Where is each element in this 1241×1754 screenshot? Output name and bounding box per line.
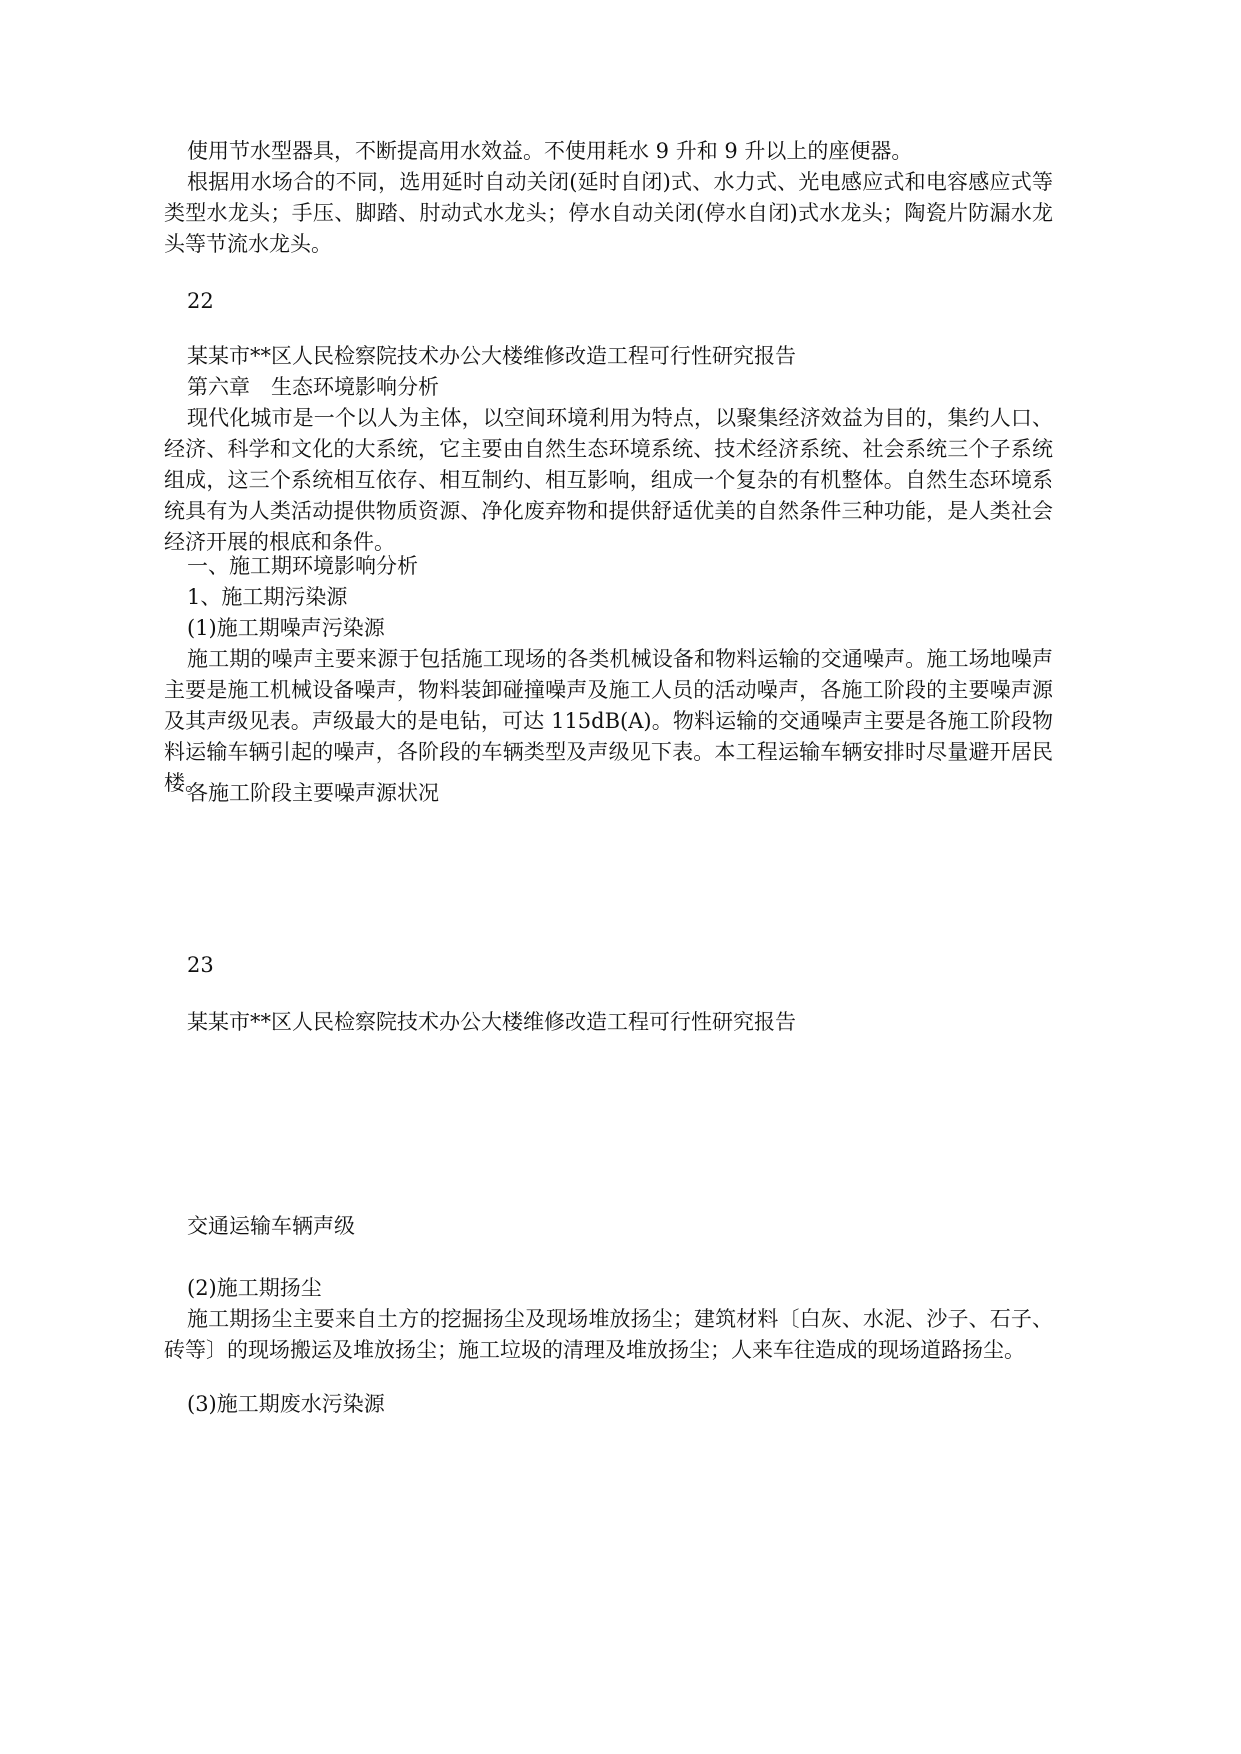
dust-text	[164, 1304, 1053, 1366]
dust-heading: (2)施工期扬尘	[187, 1276, 322, 1300]
paragraph: 使用节水型器具，不断提高用水效益。不使用耗水 9 升和 9 升以上的座便器。	[187, 139, 913, 163]
water-saving-text	[164, 136, 1053, 260]
noise-heading: (1)施工期噪声污染源	[187, 616, 385, 640]
intro-text	[164, 403, 1053, 558]
paragraph: 现代化城市是一个以人为主体，以空间环境利用为特点，以聚集经济效益为目的，集约人口、经济、科学和文化的大系统，它主要由自然生态环境系统、技术经济系统、社会系统三个子系统组成，这三个系统相互依存、相互制约、相互影响，组成一个复杂的有机整体。自然生态环境系统具有为人类活动提供物质资源、净化废弃物和提供舒适优美的自然条件三种功能，是人类社会经济开展的根底和条件。	[164, 406, 1053, 554]
section-heading: 一、施工期环境影响分析	[187, 554, 418, 578]
running-header: 某某市**区人民检察院技术办公大楼维修改造工程可行性研究报告	[187, 344, 796, 368]
page-number: 22	[187, 289, 214, 313]
noise-text	[164, 644, 1053, 799]
page-number: 23	[187, 953, 214, 977]
table-caption: 各施工阶段主要噪声源状况	[187, 781, 439, 805]
chapter-title: 第六章 生态环境影响分析	[187, 375, 439, 399]
wastewater-heading: (3)施工期废水污染源	[187, 1392, 385, 1416]
paragraph: 根据用水场合的不同，选用延时自动关闭(延时自闭)式、水力式、光电感应式和电容感应式等类型水龙头；手压、脚踏、肘动式水龙头；停水自动关闭(停水自闭)式水龙头；陶瓷片防漏水龙头等节流水龙头。	[164, 170, 1053, 256]
subsection-heading: 1、施工期污染源	[187, 585, 348, 609]
paragraph: 施工期的噪声主要来源于包括施工现场的各类机械设备和物料运输的交通噪声。施工场地噪声主要是施工机械设备噪声，物料装卸碰撞噪声及施工人员的活动噪声，各施工阶段的主要噪声源及其声级见表。声级最大的是电钻，可达 115dB(A)。物料运输的交通噪声主要是各施工阶段物料运输车辆引起的噪声，各阶段的车辆类型及声级见下表。本工程运输车辆安排时尽量避开居民楼。	[164, 647, 1053, 795]
running-header: 某某市**区人民检察院技术办公大楼维修改造工程可行性研究报告	[187, 1010, 796, 1034]
paragraph: 施工期扬尘主要来自土方的挖掘扬尘及现场堆放扬尘；建筑材料〔白灰、水泥、沙子、石子、砖等〕的现场搬运及堆放扬尘；施工垃圾的清理及堆放扬尘；人来车往造成的现场道路扬尘。	[164, 1307, 1053, 1362]
table-caption: 交通运输车辆声级	[187, 1214, 355, 1238]
